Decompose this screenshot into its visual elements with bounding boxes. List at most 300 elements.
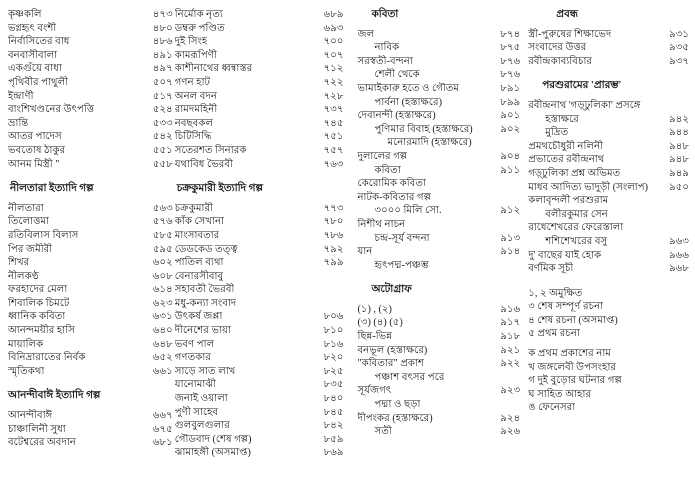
toc-entry-page: ৬৯৩	[323, 22, 344, 34]
toc-entry-page: ৮১৬	[323, 338, 344, 350]
toc-entry-title: বাংশিখণ্ডনের উৎপত্তি	[8, 104, 95, 116]
toc-entry[interactable]	[357, 28, 520, 42]
toc-entry-page: ৪৭৩	[152, 9, 173, 20]
columns-container	[6, 8, 689, 480]
toc-entry-page: ৬১৪	[152, 284, 173, 296]
toc-entry[interactable]	[8, 8, 173, 22]
section-heading: প্রবন্ধ	[556, 9, 579, 20]
toc-entry[interactable]	[8, 229, 173, 243]
toc-entry-title: মুদ্রিত	[545, 127, 569, 139]
toc-entry-title: স্মৃতিকথা	[8, 365, 45, 377]
toc-entry[interactable]	[8, 90, 173, 104]
column-4	[520, 8, 689, 415]
section-heading: নীলতারা ইত্যাদি গল্প	[10, 183, 94, 195]
toc-entry-title: সতী	[374, 426, 392, 438]
toc-entry[interactable]	[357, 82, 520, 96]
toc-entry-page: ৭৫৭	[323, 144, 344, 156]
toc-entry[interactable]	[175, 338, 344, 352]
toc-entry[interactable]	[528, 287, 689, 301]
toc-entry-title: নাবিক	[374, 42, 400, 54]
toc-entry-page: ৯১৭	[500, 317, 521, 329]
section-heading: চক্রকুমারী ইত্যাদি গল্প	[176, 183, 263, 195]
toc-entry[interactable]	[528, 208, 689, 222]
toc-entry-page: ৭৮০	[323, 216, 344, 228]
toc-entry-title: জল	[357, 28, 375, 40]
toc-entry[interactable]	[175, 310, 344, 324]
toc-entry-title: শশিশেখরের বসু	[545, 235, 608, 247]
toc-entry-title: নির্বাসিতের বাধ	[8, 36, 70, 48]
toc-entry[interactable]	[8, 423, 173, 437]
toc-entry[interactable]	[175, 229, 344, 243]
toc-entry-title: সরস্বতী-বন্দনা	[357, 55, 413, 67]
toc-entry[interactable]	[175, 158, 344, 172]
toc-entry-page: ৯৪৯	[669, 167, 690, 179]
toc-entry[interactable]	[357, 177, 520, 191]
toc-entry[interactable]	[175, 49, 344, 63]
toc-entry-title: জনাই ওয়ালা	[174, 393, 228, 405]
column-3	[343, 8, 520, 439]
toc-entry-page: ৮০৬	[323, 311, 344, 323]
toc-entry-page: ৭৮৬	[323, 229, 344, 241]
toc-entry[interactable]	[8, 310, 173, 324]
toc-entry[interactable]	[175, 351, 344, 365]
toc-entry-title: মনোরমাদি (হস্তাক্ষরে)	[387, 137, 472, 149]
toc-entry-title: ডেডকেড তত্ত্ব	[174, 243, 238, 255]
toc-entry-title: ভবণ পাল	[174, 338, 215, 350]
toc-entry-title: শেলী থেকে	[374, 69, 420, 81]
toc-entry-title: ভগ্নহৃৎ বংশী	[8, 22, 57, 34]
toc-entry[interactable]	[528, 194, 689, 208]
section-heading: কবিতা	[371, 9, 399, 20]
toc-entry-page: ৫১৭	[152, 90, 173, 102]
toc-entry[interactable]	[175, 433, 344, 447]
toc-entry[interactable]	[8, 365, 173, 379]
toc-entry-title: সূর্যজগৎ	[357, 385, 392, 397]
toc-entry-page: ৮৭৪	[500, 28, 521, 40]
toc-entry[interactable]	[8, 202, 173, 216]
toc-entry-page: ৫৮৫	[152, 229, 173, 241]
toc-entry[interactable]	[528, 221, 689, 235]
toc-entry-title: বনভূল (হস্তাক্ষরে)	[357, 344, 428, 356]
toc-entry[interactable]	[528, 113, 689, 127]
toc-entry-title: ইন্দ্রাণী	[8, 90, 34, 102]
toc-entry[interactable]	[8, 270, 173, 284]
spacer	[528, 276, 689, 287]
toc-entry-title: কৃষ্ণকলি	[8, 9, 42, 20]
toc-entry[interactable]	[8, 409, 173, 423]
toc-entry[interactable]	[357, 136, 520, 150]
toc-entry-page: ৬২৩	[152, 297, 173, 309]
toc-entry[interactable]	[175, 144, 344, 158]
toc-entry-title: মায়ালিক	[8, 338, 44, 350]
toc-entry-title: আনন্দময়ীর হাসি	[8, 325, 75, 337]
toc-entry-title: কাশীনাথের ধ্বন্বাস্তর	[174, 63, 253, 75]
toc-entry-page: ৮৪৫	[323, 406, 344, 418]
toc-entry-title: শিখর	[8, 257, 30, 269]
toc-entry-title: গণতকার	[174, 352, 211, 364]
toc-entry-title: হস্তাক্ষরে	[545, 113, 579, 125]
toc-entry-title: দীপংকর (হস্তাক্ষরে)	[357, 412, 433, 424]
toc-entry-page: ৯৪৮	[669, 154, 690, 166]
toc-entry-title: কামরূপিণী	[174, 49, 217, 61]
toc-entry[interactable]	[8, 256, 173, 270]
toc-entry-title: গড়্ঢুলিকা প্রশ্ন অভিমত	[528, 167, 621, 179]
toc-entry-page: ৯১২	[500, 205, 521, 217]
toc-entry[interactable]	[528, 388, 689, 402]
toc-entry[interactable]	[357, 344, 520, 358]
toc-entry[interactable]	[357, 164, 520, 178]
toc-entry-page: ৭০৭	[323, 49, 344, 61]
toc-entry[interactable]	[357, 150, 520, 164]
toc-entry-title: ঝামাহঙ্গী (অসমাপ্ত)	[174, 447, 251, 459]
toc-entry-page: ৯২২	[500, 358, 521, 370]
toc-entry-title: গণন হাট	[174, 76, 211, 88]
toc-entry-page: ৯৬৮	[669, 263, 690, 275]
toc-entry[interactable]	[175, 202, 344, 216]
toc-entry-page: ৯১১	[500, 164, 521, 176]
toc-entry-title: গুলবুলগুলার	[174, 420, 230, 432]
toc-entry-page: ৯০১	[500, 110, 521, 122]
toc-entry-title: বলীরকুমার সেন	[545, 208, 608, 220]
toc-entry-title: পির জমীরী	[8, 243, 53, 255]
toc-entry-page: ৯৩৭	[669, 55, 690, 67]
column-2	[173, 8, 344, 460]
toc-entry-title: প্রমথচৌধুরী নলিনী	[528, 140, 603, 152]
toc-entry-title: পুণী সাহেব	[174, 406, 219, 418]
toc-entry-title: বেনারসীবাবু	[174, 270, 224, 282]
toc-entry-title: রামদমহিনী	[174, 104, 218, 116]
toc-entry[interactable]	[528, 249, 689, 263]
toc-entry-title: একগুঁয়ে বাধা	[8, 63, 62, 75]
toc-entry-title: কলাবৃন্দলী পরশুরাম	[528, 195, 609, 207]
toc-entry-title: ঘ সাহিত আহার	[528, 388, 592, 400]
toc-entry-title: তিলোত্তমা	[8, 216, 50, 228]
toc-entry-title: আতর পাদেস	[8, 131, 62, 143]
toc-entry-page: ৪৯৭	[152, 63, 173, 75]
toc-entry[interactable]	[528, 401, 689, 415]
toc-entry-title: ডম্বরু পণ্ডিত	[174, 22, 225, 34]
toc-entry[interactable]	[357, 357, 520, 371]
toc-entry-title: খ জঙ্গলেবী উপসংহার	[528, 361, 617, 373]
toc-entry-title: পঞ্চাশ বৎসর পরে	[374, 371, 445, 383]
toc-entry[interactable]	[528, 327, 689, 341]
toc-entry-title: সাড়ে সাত লাখ	[174, 365, 236, 377]
toc-entry-title: অনল বদন	[174, 90, 217, 102]
toc-entry-title: শিবালিক চিমটে	[8, 297, 70, 309]
toc-entry[interactable]	[175, 446, 344, 460]
toc-entry[interactable]	[357, 109, 520, 123]
toc-entry[interactable]	[528, 262, 689, 276]
toc-entry[interactable]	[175, 103, 344, 117]
toc-entry[interactable]	[8, 62, 173, 76]
toc-entry[interactable]	[357, 371, 520, 385]
toc-entry[interactable]	[175, 283, 344, 297]
toc-entry-page: ৭১২	[323, 63, 344, 75]
toc-entry[interactable]	[175, 297, 344, 311]
toc-entry[interactable]	[175, 378, 344, 392]
toc-entry-title: দেবানন্দী (হস্তাক্ষরে)	[357, 110, 436, 122]
toc-entry-page: ৯১৮	[500, 331, 521, 343]
toc-entry-page: ৭২৮	[323, 90, 344, 102]
toc-entry-title: কবিতা	[374, 164, 401, 176]
toc-entry-title: ধ্বানিক কবিতা	[8, 311, 66, 323]
toc-entry-title: রবীন্দ্রকাব্যবিচার	[528, 55, 593, 67]
toc-entry[interactable]	[357, 55, 520, 69]
toc-entry-page: ৫৫৮	[152, 158, 173, 170]
toc-entry[interactable]	[357, 68, 520, 82]
toc-entry-page: ৮৭৬	[500, 55, 521, 67]
toc-entry-page: ৫৪২	[152, 131, 173, 143]
toc-entry-title: ভামাইকারু হতে ও গৌতম	[357, 82, 460, 94]
toc-entry[interactable]	[175, 392, 344, 406]
toc-entry[interactable]	[8, 35, 173, 49]
toc-entry-page: ৮৪০	[323, 393, 344, 405]
toc-entry-title: (৩) (৪) (৫)	[357, 317, 403, 329]
toc-entry[interactable]	[528, 314, 689, 328]
toc-entry-page: ৬৬১	[152, 365, 173, 377]
toc-entry-title: ঙ ফেনেসরা	[528, 402, 576, 414]
toc-entry[interactable]	[175, 8, 344, 22]
toc-entry[interactable]	[175, 62, 344, 76]
toc-entry[interactable]	[8, 117, 173, 131]
toc-entry[interactable]	[528, 140, 689, 154]
toc-entry-page: ৮৩৫	[323, 379, 344, 391]
toc-entry-page: ৯৪৮	[669, 140, 690, 152]
toc-entry[interactable]	[528, 41, 689, 55]
toc-entry-page: ৫২৪	[152, 104, 173, 116]
toc-entry-title: সংবাদের উত্তর	[528, 42, 587, 54]
toc-entry[interactable]	[8, 215, 173, 229]
toc-entry-page: ৯১৪	[500, 246, 521, 258]
toc-entry[interactable]	[8, 297, 173, 311]
toc-entry-title: দুই সিংহ	[174, 36, 208, 48]
column-1	[6, 8, 173, 450]
toc-entry-page: ৭০০	[323, 36, 344, 48]
toc-entry-page: ৮১০	[323, 325, 344, 337]
toc-entry-title: মধু-কন্যা সংবাদ	[174, 297, 237, 309]
toc-entry[interactable]	[175, 35, 344, 49]
spacer	[175, 171, 344, 182]
toc-entry-page: ৯১৬	[500, 303, 521, 315]
toc-entry[interactable]	[8, 130, 173, 144]
toc-entry-title: হৃৎপদ্ম-পঞ্চম্ভ	[374, 259, 429, 271]
toc-entry[interactable]	[357, 412, 520, 426]
toc-entry-title: ৫ প্রথম রচনা	[528, 328, 580, 340]
toc-entry[interactable]	[175, 243, 344, 257]
spacer	[357, 272, 520, 283]
toc-entry-page: ৮২০	[323, 352, 344, 364]
toc-entry-page: ৮৭৫	[500, 42, 521, 54]
toc-entry-page: ৭৬৩	[323, 158, 344, 170]
toc-entry-page: ৭২২	[323, 76, 344, 88]
toc-entry-title: ৩ শেষ সম্পূর্ণ রচনা	[528, 301, 604, 313]
toc-entry[interactable]	[357, 330, 520, 344]
toc-entry-title: সতেরশত সিনারক	[174, 144, 247, 156]
toc-entry-title: ৩০০০ মিলি সো.	[374, 205, 442, 217]
toc-entry[interactable]	[8, 324, 173, 338]
toc-entry-page: ৬৩১	[152, 311, 173, 323]
toc-entry-page: ৪৯১	[152, 49, 173, 61]
toc-entry[interactable]	[357, 41, 520, 55]
toc-entry[interactable]	[8, 158, 173, 172]
toc-entry[interactable]	[8, 144, 173, 158]
toc-entry-title: গৌডবাদ (শেষ গল্প)	[174, 433, 252, 445]
toc-entry-title: ছিন্ন-ভিন্ন	[357, 331, 393, 343]
toc-entry-page: ৯৬৩	[669, 235, 690, 247]
toc-entry-page: ৬৪০	[152, 325, 173, 337]
toc-entry-title: গ দুই বুড়োর ঘটনার গল্প	[528, 375, 622, 387]
toc-entry[interactable]	[8, 49, 173, 63]
toc-entry-page: ৫৬৩	[152, 202, 173, 214]
toc-entry-title: চন্দ্র-সূর্য বন্দনা	[374, 232, 430, 244]
toc-entry[interactable]	[8, 243, 173, 257]
toc-entry[interactable]	[175, 130, 344, 144]
toc-entry-page: ৬৫২	[152, 352, 173, 364]
toc-entry-title: আনন্দীবাঈ	[8, 410, 53, 422]
toc-entry-page: ৫৯৫	[152, 243, 173, 255]
toc-entry[interactable]	[8, 283, 173, 297]
toc-entry-page: ৬৬৭	[152, 410, 173, 422]
toc-entry[interactable]	[8, 76, 173, 90]
toc-entry-page: ৪৮৬	[152, 36, 173, 48]
toc-entry[interactable]	[175, 270, 344, 284]
toc-entry-title: চাঞ্চালিনী সুধা	[8, 423, 66, 435]
toc-entry[interactable]	[357, 316, 520, 330]
toc-entry-title: ৪ শেষ রচনা (অসমাপ্ত)	[528, 314, 618, 326]
toc-entry-page: ৬০৮	[152, 270, 173, 282]
toc-entry-page: ৭৯২	[323, 243, 344, 255]
toc-entry[interactable]	[8, 22, 173, 36]
toc-entry[interactable]	[357, 218, 520, 232]
toc-entry[interactable]	[175, 117, 344, 131]
toc-entry[interactable]	[357, 384, 520, 398]
toc-entry-page: ৯০৪	[500, 150, 521, 162]
toc-entry[interactable]	[175, 76, 344, 90]
toc-entry-title: ফরহাদের মেলা	[8, 284, 68, 296]
toc-entry[interactable]	[528, 153, 689, 167]
toc-entry[interactable]	[175, 215, 344, 229]
toc-entry-page: ৮৪২	[323, 420, 344, 432]
toc-entry-page: ৭৭৩	[323, 202, 344, 214]
toc-entry-title: নবছবকল	[174, 117, 214, 129]
section-heading: আনন্দীবাঈ ইত্যাদি গল্প	[8, 390, 101, 402]
spacer	[8, 171, 173, 182]
toc-entry-title: চিটিসিদ্ধি	[174, 131, 212, 143]
toc-entry[interactable]	[528, 235, 689, 249]
toc-entry-page: ৯১৩	[500, 232, 521, 244]
toc-entry[interactable]	[357, 303, 520, 317]
toc-entry-title: নীলকণ্ঠ	[8, 270, 39, 282]
toc-entry[interactable]	[8, 103, 173, 117]
toc-entry-title: মাংসাবতার	[174, 229, 220, 241]
toc-entry[interactable]	[357, 259, 520, 273]
toc-entry-title: বটেশ্বরের অবদান	[8, 437, 76, 449]
toc-entry-page: ৯৬৬	[669, 249, 690, 261]
toc-entry[interactable]	[357, 232, 520, 246]
toc-entry[interactable]	[528, 99, 689, 113]
toc-entry-page: ৬৮৯	[323, 9, 344, 20]
toc-entry-page: ৫৫১	[152, 144, 173, 156]
toc-entry[interactable]	[528, 55, 689, 69]
toc-entry[interactable]	[528, 28, 689, 42]
toc-entry-title: পৃথিবীর পাথুলী	[8, 76, 69, 88]
toc-entry[interactable]	[8, 436, 173, 450]
toc-entry-page: ৯৪২	[669, 113, 690, 125]
toc-entry[interactable]	[175, 406, 344, 420]
toc-entry-title: প্রভাতের রবীন্দ্রনাথ	[528, 154, 605, 166]
toc-entry-page: ৯২৩	[500, 385, 521, 397]
toc-entry-title: নীলতারা	[8, 202, 44, 214]
toc-entry[interactable]	[528, 347, 689, 361]
toc-entry-page: ৯৩৫	[669, 42, 690, 54]
toc-entry[interactable]	[528, 167, 689, 181]
toc-entry-page: ৪৮০	[152, 22, 173, 34]
toc-entry-title: চক্রকুমারী	[174, 202, 214, 214]
toc-entry-page: ৮৬৯	[323, 447, 344, 459]
toc-entry[interactable]	[528, 300, 689, 314]
toc-entry[interactable]	[8, 338, 173, 352]
toc-entry[interactable]	[357, 96, 520, 110]
section-heading: অটোগ্রাফ	[371, 284, 412, 296]
toc-entry-page: ৭৯৯	[323, 257, 344, 269]
toc-entry-page: ৬৭৫	[152, 423, 173, 435]
toc-entry-title: যথাবিধ ভৈরবী	[174, 158, 233, 170]
toc-entry-title: নিশীথ নাচন	[357, 218, 406, 230]
toc-entry[interactable]	[175, 419, 344, 433]
toc-entry[interactable]	[357, 123, 520, 137]
toc-entry-title: ভবতোষ ঠাকুর	[8, 144, 66, 156]
toc-entry[interactable]	[8, 351, 173, 365]
toc-entry-page: ৫৩৩	[152, 117, 173, 129]
toc-entry[interactable]	[357, 425, 520, 439]
toc-entry[interactable]	[357, 191, 520, 205]
toc-entry-title: ক প্রথম প্রকাশের নাম	[528, 348, 611, 360]
toc-entry-title: (১) , (২)	[357, 303, 392, 315]
toc-entry[interactable]	[175, 365, 344, 379]
toc-entry-page: ৯৫০	[669, 181, 690, 193]
toc-entry[interactable]	[528, 361, 689, 375]
toc-entry-title: পদ্মা ও ছড়া	[374, 399, 421, 411]
toc-entry-title: বিনিদ্রারাতের নির্বক	[8, 352, 86, 364]
toc-entry[interactable]	[528, 126, 689, 140]
toc-entry[interactable]	[357, 398, 520, 412]
toc-entry[interactable]	[175, 324, 344, 338]
toc-entry[interactable]	[528, 374, 689, 388]
toc-entry-title: উৎকর্ষ জপ্পা	[174, 311, 223, 323]
toc-entry-page: ৬৮১	[152, 437, 173, 449]
toc-entry-title: যান	[357, 246, 373, 258]
toc-entry-title: রাধেশেখরের ফেরেস্তালা	[528, 222, 624, 234]
toc-entry-page: ৯২৬	[500, 426, 521, 438]
toc-entry[interactable]	[528, 181, 689, 195]
toc-entry-page: ৯৪৪	[669, 127, 690, 139]
toc-entry-title: কেরোমিক কবিতা	[357, 178, 426, 190]
toc-entry[interactable]	[175, 90, 344, 104]
toc-entry[interactable]	[357, 204, 520, 218]
toc-entry-title: সহাবতী ভৈরবী	[174, 284, 235, 296]
toc-entry[interactable]	[175, 256, 344, 270]
toc-entry-page: ৮৫৯	[323, 433, 344, 445]
toc-entry-page: ৯২৪	[500, 412, 521, 424]
toc-entry-title: পার্বনা (হস্তাক্ষরে)	[374, 96, 442, 108]
toc-entry[interactable]	[357, 245, 520, 259]
toc-entry-title: নির্মোক নৃত্য	[174, 9, 223, 20]
toc-entry-title: ১, ২ অমুক্ষিত	[528, 287, 583, 299]
toc-entry[interactable]	[175, 22, 344, 36]
toc-entry-page: ৭৪৫	[323, 117, 344, 129]
toc-entry-title: রতিবিলাস বিলাস	[8, 229, 79, 241]
toc-entry-title: নাটক-কবিতার গল্প	[357, 191, 431, 203]
